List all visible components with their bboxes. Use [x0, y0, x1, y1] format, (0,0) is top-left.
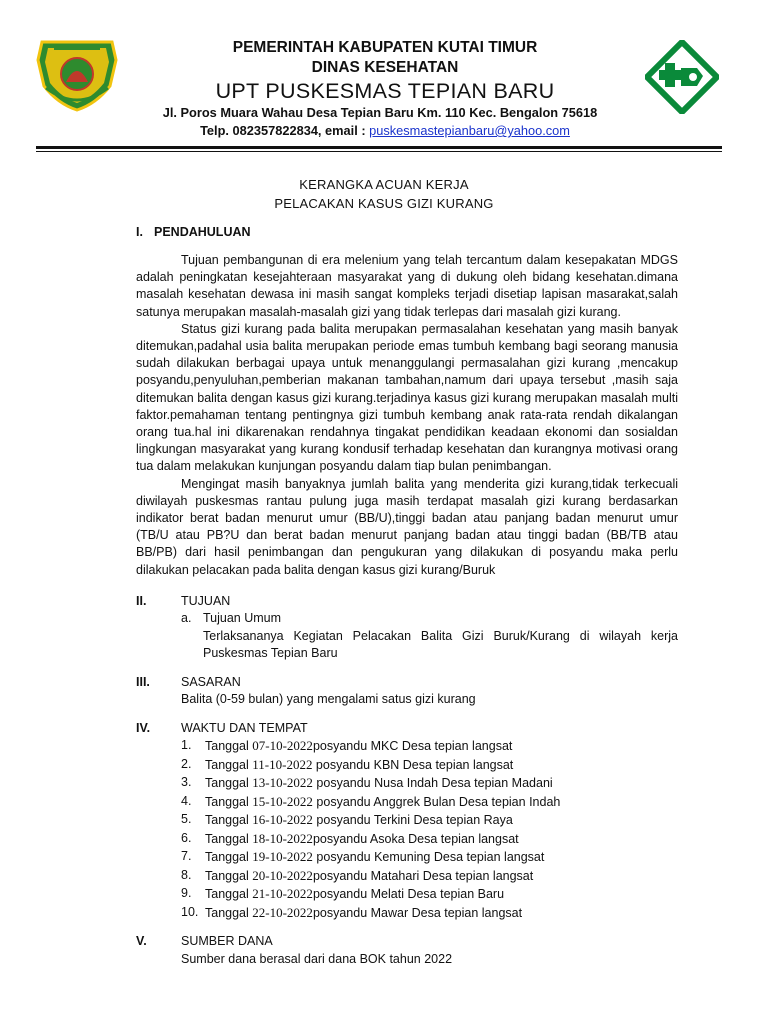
- item-number: 3.: [181, 775, 192, 790]
- section-number: I.: [136, 225, 143, 239]
- section-title: SASARAN: [181, 674, 241, 689]
- institution-name: UPT PUSKESMAS TEPIAN BARU: [215, 79, 555, 103]
- item-text: Tanggal 21-10-2022posyandu Melati Desa tepian Baru: [205, 886, 505, 902]
- section-number: IV.: [136, 720, 151, 735]
- item-date: 20-10-2022: [252, 867, 313, 883]
- section-sasaran: [136, 674, 678, 709]
- list-item: [181, 774, 678, 793]
- list-item: [181, 885, 678, 904]
- title-line-2: PELACAKAN KASUS GIZI KURANG: [274, 196, 494, 211]
- item-date: 21-10-2022: [252, 886, 313, 902]
- section-title: PENDAHULUAN: [154, 225, 251, 239]
- section-title: WAKTU DAN TEMPAT: [181, 720, 308, 735]
- item-number: 8.: [181, 867, 192, 882]
- sub-heading: Tujuan Umum: [203, 611, 282, 626]
- document-title: [0, 175, 768, 213]
- item-date: 07-10-2022: [252, 738, 313, 754]
- item-date: 18-10-2022: [252, 830, 313, 846]
- item-number: 9.: [181, 886, 192, 901]
- list-item: [181, 793, 678, 812]
- section-sumber: [136, 933, 678, 968]
- item-text: Tanggal 11-10-2022 posyandu KBN Desa tepian langsat: [205, 756, 514, 772]
- item-date: 11-10-2022: [252, 756, 313, 772]
- paragraph: Status gizi kurang pada balita merupakan permasalahan kesehatan yang masih banyak ditemukan,padahal usia balita merupakan periode emas tumbuh kembang bagi seorang manusia sudah dilakukan berbagai upaya untuk menanggulangi permasalahan gizi kurang ,mencakup posyandu,penyuluhan,pemberian makanan tambahan,namum dari upaya tersebut ,masih saja ditemukan balita dengan kasus gizi kurang.terjadinya kasus gizi kurang merupakan masalah multi faktor.pemahaman tentang pentingnya gizi tumbuh kembang anak rata-rata rendah dikalangan orang tua.hal ini dikarenakan rendahnya tingakat pendidikan keadaan ekonomi dan sosialdan lingkungan masyarakat yang kurang kondusif terhadap kesehatan dan kurangnya motivasi orang tua dalam melakukan kunjungan posyandu dalam tiap bulan penimbangan.: [136, 321, 678, 474]
- item-date: 22-10-2022: [252, 904, 313, 920]
- section-title: SUMBER DANA: [181, 934, 273, 949]
- item-date: 13-10-2022: [252, 775, 313, 791]
- govt-name: PEMERINTAH KABUPATEN KUTAI TIMUR: [232, 39, 538, 56]
- item-number: 2.: [181, 756, 192, 771]
- sub-letter: a.: [181, 611, 192, 626]
- item-text: Tanggal 20-10-2022posyandu Matahari Desa tepian langsat: [205, 867, 534, 883]
- item-number: 4.: [181, 793, 192, 808]
- list-item: [181, 737, 678, 756]
- list-item: [181, 811, 678, 830]
- kutai-timur-emblem: [36, 38, 118, 112]
- letterhead: [120, 38, 650, 139]
- item-number: 5.: [181, 812, 192, 827]
- section-text: Sumber dana berasal dari dana BOK tahun 2022: [181, 951, 453, 966]
- section-tujuan: [136, 593, 678, 663]
- section-title: TUJUAN: [181, 593, 231, 608]
- item-text: Tanggal 07-10-2022posyandu MKC Desa tepian langsat: [205, 738, 513, 754]
- section-text: Balita (0-59 bulan) yang mengalami satus gizi kurang: [181, 692, 476, 707]
- section-pendahuluan-heading: [136, 224, 678, 241]
- item-number: 1.: [181, 738, 192, 753]
- list-item: [181, 756, 678, 775]
- header-rule-thin: [36, 151, 722, 152]
- item-text: Tanggal 16-10-2022 posyandu Terkini Desa tepian Raya: [205, 812, 513, 828]
- list-item: [181, 830, 678, 849]
- dept-name: DINAS KESEHATAN: [311, 59, 459, 76]
- paragraph: Tujuan pembangunan di era melenium yang telah tercantum dalam kesepakatan MDGS adalah peningkatan kesejahteraan masyarakat yang di dukung oleh bidang kesehatan.dimana masalah kesehatan dewasa ini masih sangat kompleks terjadi disetiap lapisan masarakat,salah satunya merupakan masalah-masalah gizi yang tidak terlepas dari masalah gizi kurang.: [136, 253, 678, 319]
- item-text: Tanggal 18-10-2022posyandu Asoka Desa tepian langsat: [205, 830, 519, 846]
- section-number: II.: [136, 593, 147, 608]
- item-number: 10.: [181, 904, 199, 919]
- section-waktu: [136, 720, 678, 923]
- title-line-1: KERANGKA ACUAN KERJA: [299, 177, 469, 192]
- address: Jl. Poros Muara Wahau Desa Tepian Baru Km. 110 Kec. Bengalon 75618: [162, 105, 598, 120]
- list-item: [181, 904, 678, 923]
- section-number: III.: [136, 674, 150, 689]
- item-text: Tanggal 15-10-2022 posyandu Anggrek Bulan Desa tepian Indah: [205, 793, 561, 809]
- item-number: 7.: [181, 849, 192, 864]
- document-body: [136, 224, 678, 968]
- section-number: V.: [136, 934, 147, 949]
- list-item: [181, 848, 678, 867]
- item-text: Tanggal 22-10-2022posyandu Mawar Desa tepian langsat: [205, 904, 523, 920]
- item-number: 6.: [181, 830, 192, 845]
- paragraph: Mengingat masih banyaknya jumlah balita yang menderita gizi kurang,tidak terkecuali diwilayah puskesmas rantau pulung juga masih terdapat masalah gizi kurang berdasarkan indikator berat badan menurut umur (BB/U),tinggi badan atau panjang badan menurut umur (TB/U atau PB?U dan berat badan menurut panjang badan atau tinggi badan (BB/TB atau BB/PB) dari hasil penimbangan dan pengukuran yang dilakukan di posyandu maka perlu dilakukan pelacakan pada balita dengan kasus gizi kurang/Buruk: [136, 476, 678, 577]
- list-item: [181, 867, 678, 886]
- item-text: Tanggal 19-10-2022 posyandu Kemuning Desa tepian langsat: [205, 849, 545, 865]
- email-link[interactable]: puskesmastepianbaru@yahoo.com: [369, 123, 570, 138]
- header-rule-thick: [36, 146, 722, 149]
- item-text: Tanggal 13-10-2022 posyandu Nusa Indah Desa tepian Madani: [205, 775, 553, 791]
- item-date: 15-10-2022: [252, 793, 313, 809]
- phone: Telp. 082357822834, email :: [200, 123, 370, 138]
- contact-line: [120, 122, 650, 139]
- item-date: 19-10-2022: [252, 849, 313, 865]
- sub-text: Terlaksananya Kegiatan Pelacakan Balita Gizi Buruk/Kurang di wilayah kerja Puskesmas Tepian Baru: [203, 628, 678, 661]
- puskesmas-logo: [645, 40, 719, 114]
- item-date: 16-10-2022: [252, 812, 313, 828]
- sub-item: [181, 610, 678, 628]
- schedule-list: [181, 737, 678, 922]
